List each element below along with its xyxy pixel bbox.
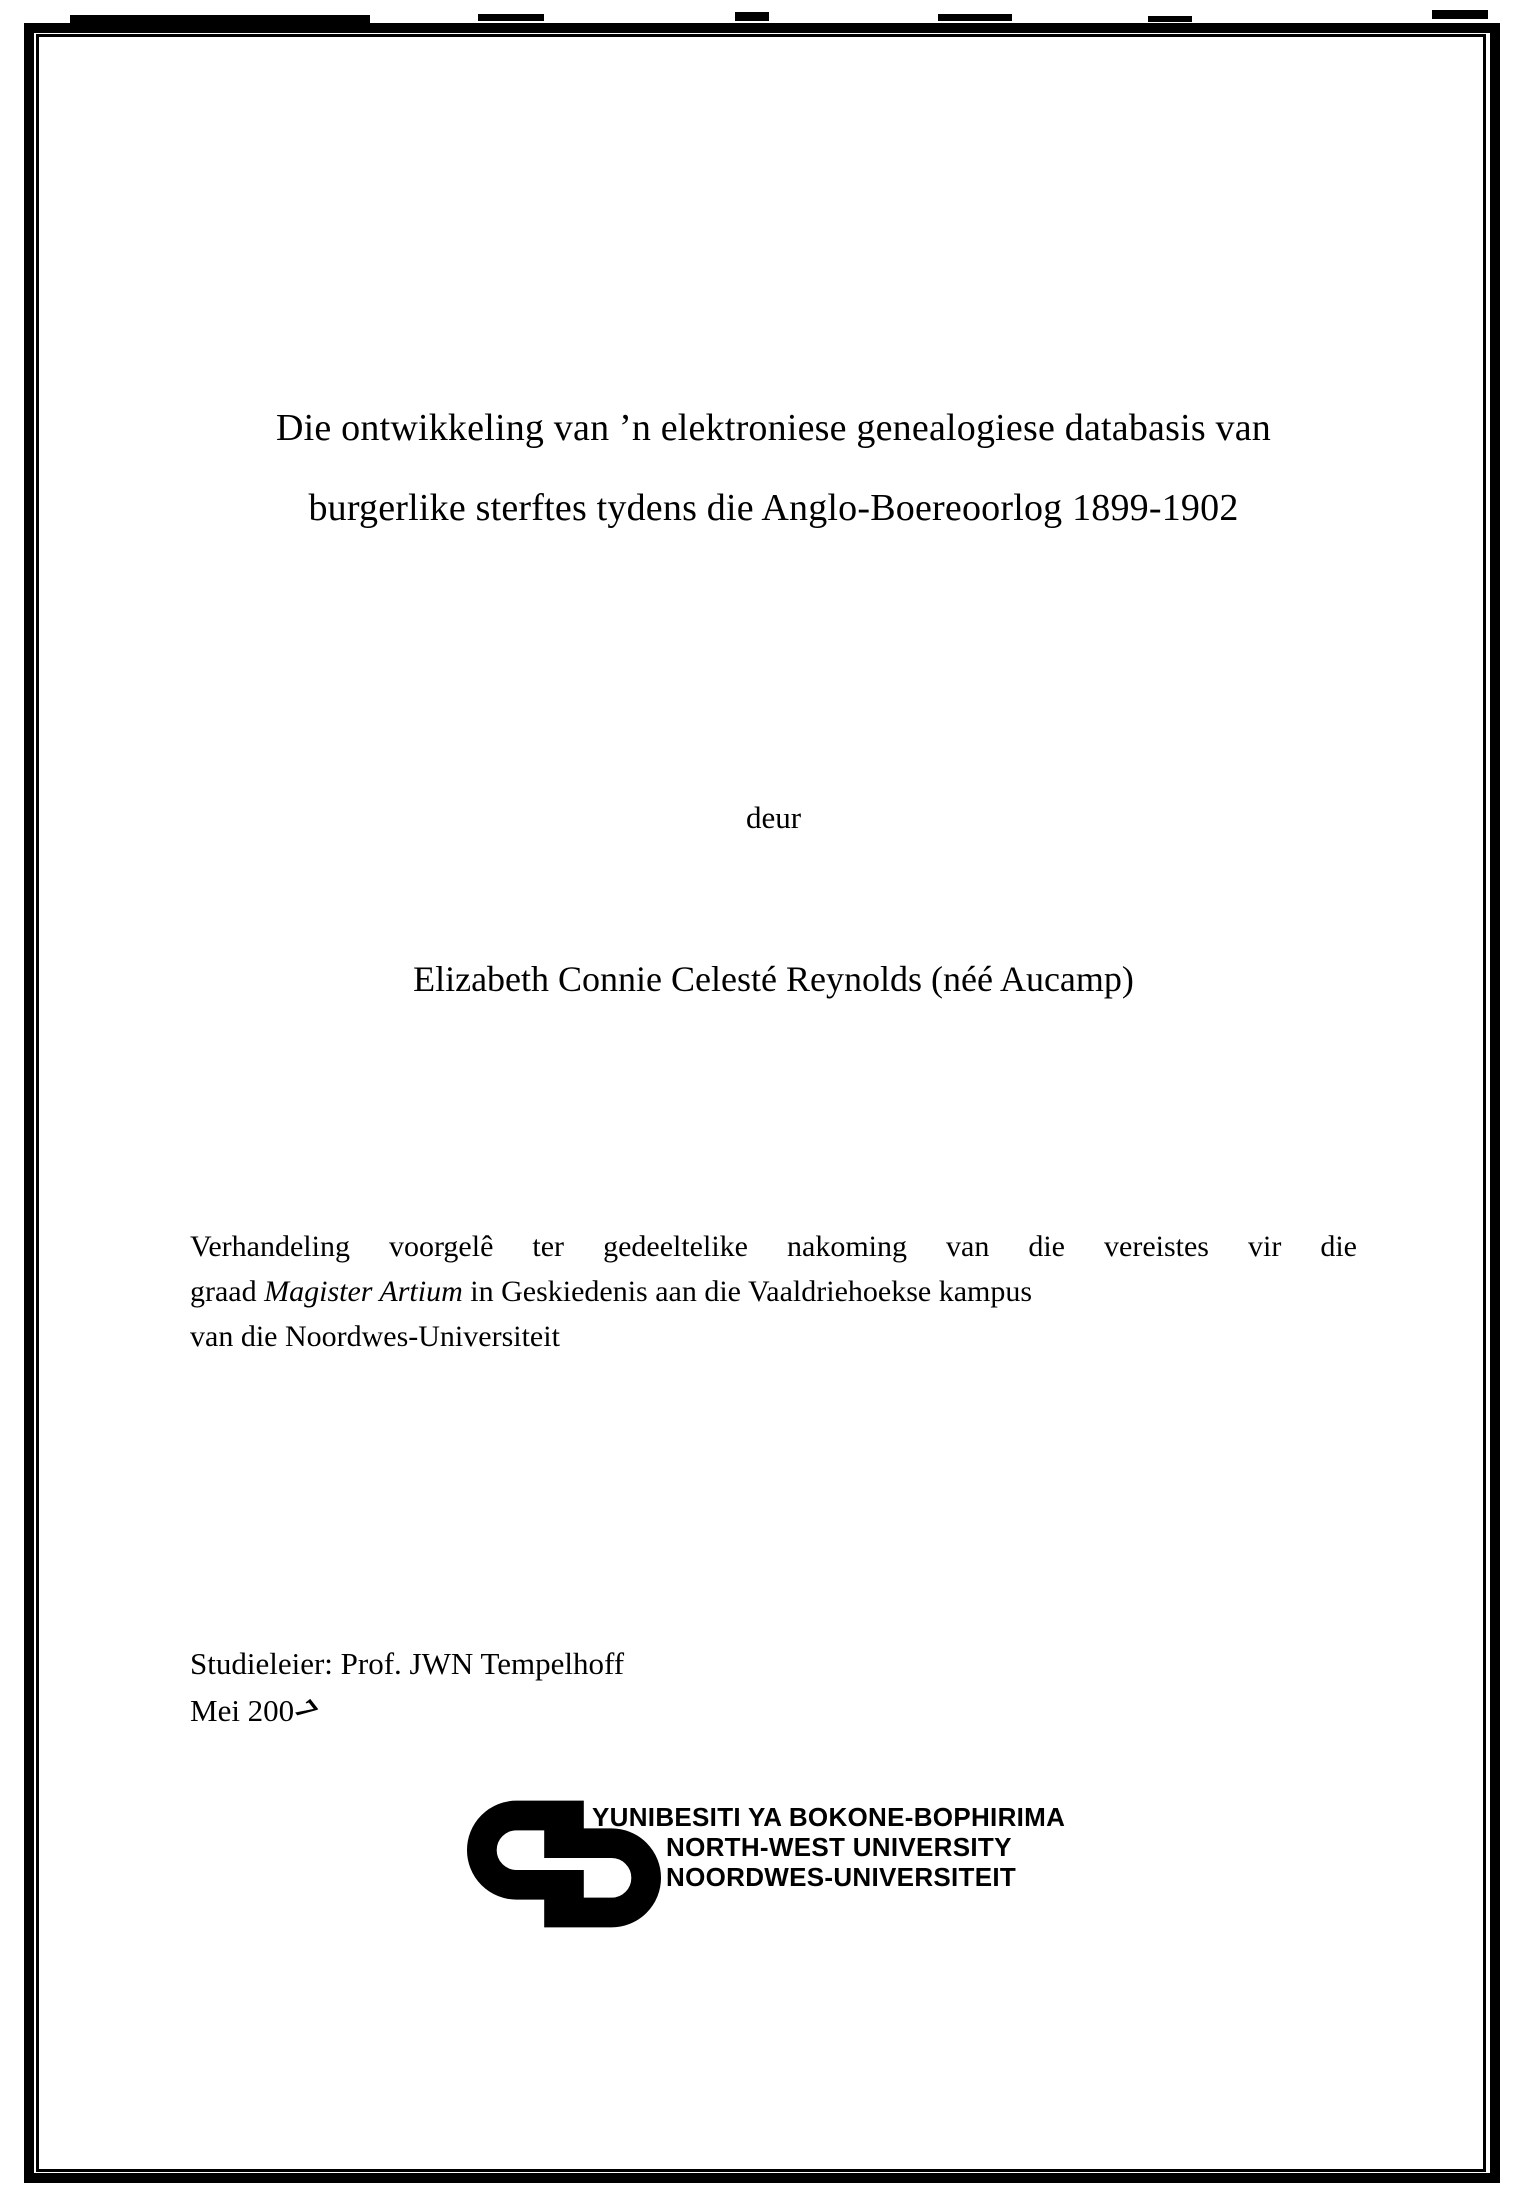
scan-artifact (1148, 16, 1192, 22)
degree-statement-line2-before: graad (190, 1275, 265, 1308)
scan-artifact (938, 14, 1012, 21)
degree-statement-line3: van die Noordwes-Universiteit (190, 1320, 560, 1353)
university-logo-text (592, 1802, 1065, 1892)
degree-statement-line2-after: in Geskiedenis aan die Vaaldriehoekse kampus (462, 1275, 1033, 1308)
author-name: Elizabeth Connie Celesté Reynolds (néé Aucamp) (413, 959, 1134, 999)
byline-label: deur (745, 800, 802, 835)
date-line (190, 1687, 1357, 1734)
date-prefix: Mei 200 (190, 1693, 295, 1728)
supervisor-and-date (190, 1640, 1357, 1734)
scan-artifact (478, 14, 544, 21)
thesis-title-line1: Die ontwikkeling van ’n elektroniese genealogiese databasis van (276, 407, 1271, 449)
degree-statement-line2 (190, 1269, 1357, 1314)
thesis-title (190, 388, 1357, 548)
logo-line-setswana: YUNIBESITI YA BOKONE-BOPHIRIMA (592, 1802, 1066, 1832)
scan-artifact (70, 15, 370, 24)
date-last-digit: 7 (287, 1692, 325, 1727)
scan-artifact (1432, 10, 1488, 19)
scan-artifact (735, 12, 769, 21)
supervisor-line: Studieleier: Prof. JWN Tempelhoff (190, 1646, 625, 1681)
degree-statement-line1: Verhandeling voorgelê ter gedeeltelike nakoming van die vereistes vir die (190, 1230, 1357, 1263)
degree-statement (190, 1224, 1357, 1359)
logo-line-english: NORTH-WEST UNIVERSITY (666, 1832, 1012, 1862)
logo-line-afrikaans: NOORDWES-UNIVERSITEIT (666, 1862, 1017, 1892)
degree-title-italic: Magister Artium (264, 1275, 463, 1308)
thesis-title-line2: burgerlike sterftes tydens die Anglo-Boereoorlog 1899-1902 (308, 487, 1239, 529)
university-logo (465, 1796, 1115, 1966)
